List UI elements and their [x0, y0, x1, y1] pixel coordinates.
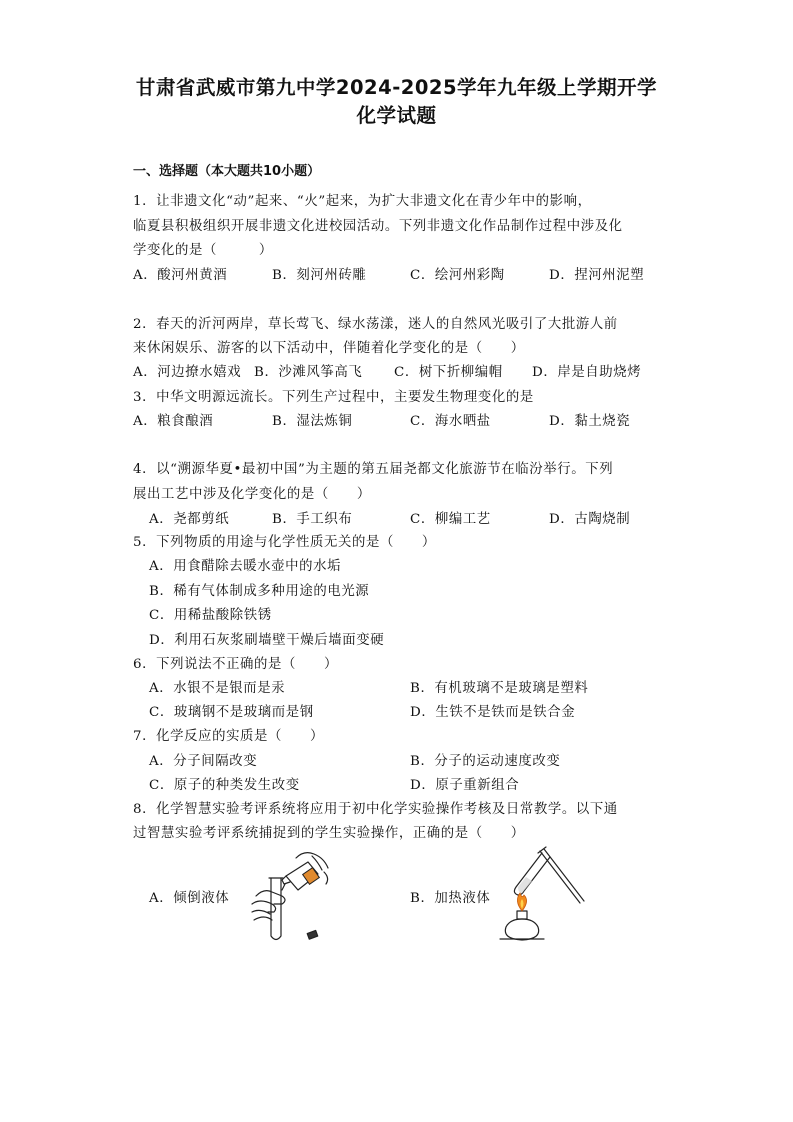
question-7-option-a: A．分子间隔改变	[149, 754, 258, 769]
question-6-option-c: C．玻璃钢不是玻璃而是钢	[149, 705, 314, 720]
question-2-option-d: D．岸是自助烧烤	[532, 365, 642, 380]
section-heading: 一、选择题（本大题共10小题）	[133, 164, 321, 179]
question-4-stem-line-1: 4．以“溯源华夏•最初中国”为主题的第五届尧都文化旅游节在临汾举行。下列	[133, 462, 614, 477]
question-4-option-b: B．手工织布	[272, 512, 353, 527]
question-7-option-b: B．分子的运动速度改变	[410, 754, 561, 769]
question-6-stem: 6．下列说法不正确的是（ ）	[133, 657, 338, 672]
question-3-option-c: C．海水晒盐	[410, 414, 491, 429]
question-1-stem-line-2: 临夏县积极组织开展非遗文化进校园活动。下列非遗文化作品制作过程中涉及化	[133, 219, 623, 234]
heating-liquid-illustration	[488, 843, 588, 943]
question-2-option-c: C．树下折柳编帽	[394, 365, 503, 380]
question-6-option-a: A．水银不是银而是汞	[149, 681, 286, 696]
question-1-option-a: A．酸河州黄酒	[133, 268, 228, 283]
question-7-stem: 7．化学反应的实质是（ ）	[133, 729, 324, 744]
question-8-option-b: B．加热液体	[410, 891, 491, 906]
question-3-option-d: D．黏土烧瓷	[549, 414, 631, 429]
question-4-option-a: A．尧都剪纸	[149, 512, 230, 527]
question-3-stem: 3．中华文明源远流长。下列生产过程中，主要发生物理变化的是	[133, 390, 534, 405]
question-7-option-c: C．原子的种类发生改变	[149, 778, 300, 793]
exam-title-line-2: 化学试题	[356, 104, 437, 127]
question-5-option-a: A．用食醋除去暖水壶中的水垢	[149, 559, 342, 574]
question-6-option-b: B．有机玻璃不是玻璃是塑料	[410, 681, 589, 696]
pouring-liquid-illustration	[238, 848, 338, 948]
question-1-option-b: B．刻河州砖雕	[272, 268, 367, 283]
question-6-option-d: D．生铁不是铁而是铁合金	[410, 705, 576, 720]
question-8-option-a: A．倾倒液体	[149, 891, 230, 906]
question-1-stem-line-1: 1．让非遗文化“动”起来、“火”起来，为扩大非遗文化在青少年中的影响，	[133, 194, 592, 209]
question-5-stem: 5．下列物质的用途与化学性质无关的是（ ）	[133, 535, 436, 550]
question-8-stem-line-2: 过智慧实验考评系统捕捉到的学生实验操作，正确的是（ ）	[133, 826, 525, 841]
question-5-option-d: D．利用石灰浆刷墙壁干燥后墙面变硬	[149, 633, 385, 648]
question-2-option-a: A．河边撩水嬉戏	[133, 365, 242, 380]
question-5-option-c: C．用稀盐酸除铁锈	[149, 608, 272, 623]
question-4-option-c: C．柳编工艺	[410, 512, 491, 527]
question-8-stem-line-1: 8．化学智慧实验考评系统将应用于初中化学实验操作考核及日常教学。以下通	[133, 802, 618, 817]
question-7-option-d: D．原子重新组合	[410, 778, 520, 793]
question-5-option-b: B．稀有气体制成多种用途的电光源	[149, 584, 370, 599]
question-3-option-a: A．粮食酿酒	[133, 414, 214, 429]
question-3-option-b: B．湿法炼铜	[272, 414, 353, 429]
question-1-option-d: D．捏河州泥塑	[549, 268, 645, 283]
question-1-stem-line-3: 学变化的是（ ）	[133, 243, 273, 258]
question-2-option-b: B．沙滩风筝高飞	[254, 365, 363, 380]
question-1-option-c: C．绘河州彩陶	[410, 268, 505, 283]
exam-title-line-1: 甘肃省武威市第九中学2024-2025学年九年级上学期开学	[135, 76, 658, 99]
question-4-stem-line-2: 展出工艺中涉及化学变化的是（ ）	[133, 487, 371, 502]
question-2-stem-line-1: 2．春天的沂河两岸，草长莺飞、绿水荡漾，迷人的自然风光吸引了大批游人前	[133, 317, 618, 332]
question-4-option-d: D．古陶烧制	[549, 512, 631, 527]
question-2-stem-line-2: 来休闲娱乐、游客的以下活动中，伴随着化学变化的是（ ）	[133, 341, 525, 356]
